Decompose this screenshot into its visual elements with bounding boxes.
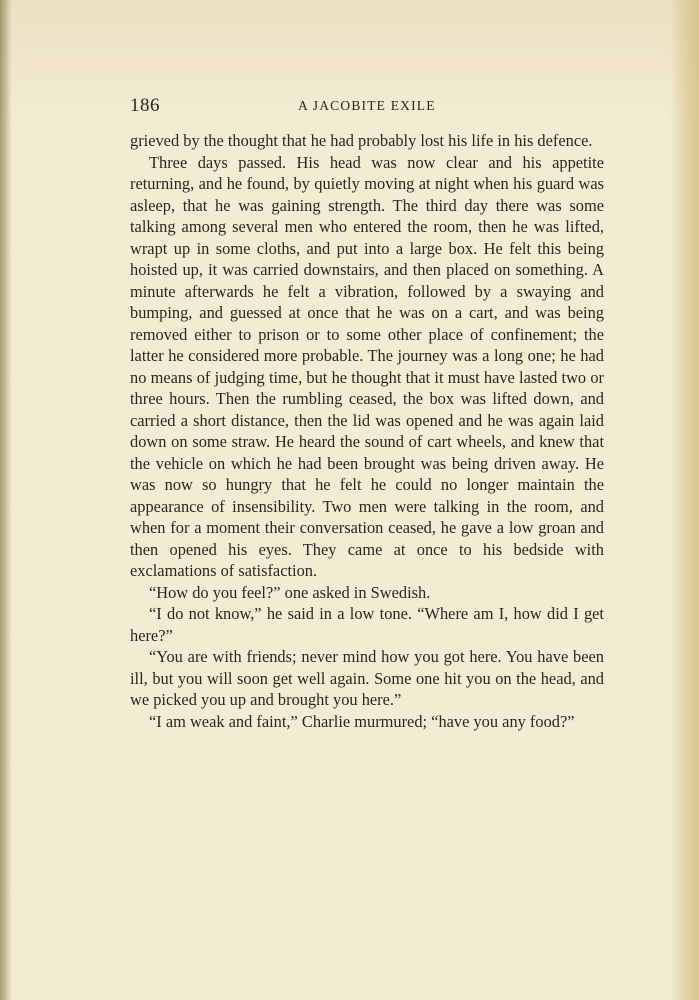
paragraph-continuation: grieved by the thought that he had probably lost his life in his defence. xyxy=(130,131,593,150)
page-edge xyxy=(671,0,699,1000)
gutter-shadow xyxy=(0,0,12,1000)
paragraph: Three days passed. His head was now clear and his appetite returning, and he found, by quietly moving at night when his guard was asleep, that he was gaining strength. The third day there was some talking among several men who entered the room, then he was lifted, wrapt up in some cloths, and put into a large box. He felt this being hoisted up, it was carried downstairs, and then placed on something. A minute afterwards he felt a vibration, followed by a swaying and bumping, and guessed at once that he was on a cart, and was being removed either to prison or to some other place of confinement; the latter he considered more probable. The journey was a long one; he had no means of judging time, but he thought that it must have lasted two or three hours. Then the rumbling ceased, the box was lifted down, and carried a short distance, then the lid was opened and he was again laid down on some straw. He heard the sound of cart wheels, and knew that the vehicle on which he had been brought was being driven away. He was now so hungry that he felt he could no longer maintain the appearance of insensibility. Two men were talking in the room, and when for a moment their conversation ceased, he gave a low groan and then opened his eyes. They came at once to his bedside with exclamations of satisfaction. xyxy=(130,152,604,580)
running-head xyxy=(130,95,604,119)
body-text xyxy=(130,130,604,732)
paragraph: “You are with friends; never mind how you got here. You have been ill, but you will soon get well again. Some one hit you on the head, and we picked you up and brought you here.” xyxy=(130,647,604,709)
paragraph: “I am weak and faint,” Charlie murmured; “have you any food?” xyxy=(149,711,575,731)
paragraph: “I do not know,” he said in a low tone. “Where am I, how did I get here?” xyxy=(130,604,604,645)
book-title: A JACOBITE EXILE xyxy=(298,98,436,113)
page-number: 186 xyxy=(130,95,160,116)
paragraph: “How do you feel?” one asked in Swedish. xyxy=(149,582,431,602)
